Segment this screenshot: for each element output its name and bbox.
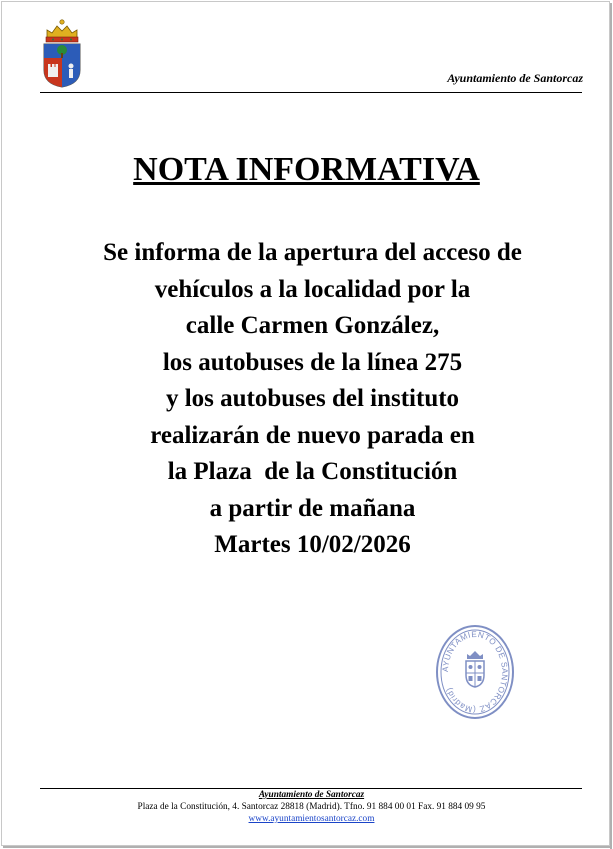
header-divider [40,92,582,93]
coat-of-arms-icon [41,18,83,88]
notice-line: vehículos a la localidad por la [154,275,471,303]
notice-line: realizarán de nuevo parada en [150,421,475,449]
page-footer [0,789,613,825]
notice-line: los autobuses de la línea 275 [162,348,463,376]
page-shadow-bottom [3,846,612,848]
notice-line: calle Carmen González, [185,312,440,339]
footer-address: Plaza de la Constitución, 4. Santorcaz 28818 (Madrid). Tfno. 91 884 00 01 Fax. 91 884 09 95 [137,802,486,812]
footer-website-link[interactable]: www.ayuntamientosantorcaz.com [248,814,375,824]
notice-line: y los autobuses del instituto [165,385,460,412]
official-seal-icon [434,623,516,721]
header-organization: Ayuntamiento de Santorcaz [447,71,583,85]
notice-line: Se informa de la apertura del acceso de [103,239,522,266]
footer-organization: Ayuntamiento de Santorcaz [258,790,365,800]
notice-line: la Plaza de la Constitución [167,458,458,485]
page-title: NOTA INFORMATIVA [133,151,480,188]
notice-line: Martes 10/02/2026 [214,531,411,558]
notice-body [0,235,613,564]
notice-line: a partir de mañana [209,494,416,522]
svg-text:AYUNTAMIENTO DE SANTORCAZ (Mad: AYUNTAMIENTO DE SANTORCAZ (Madrid) [440,629,510,715]
